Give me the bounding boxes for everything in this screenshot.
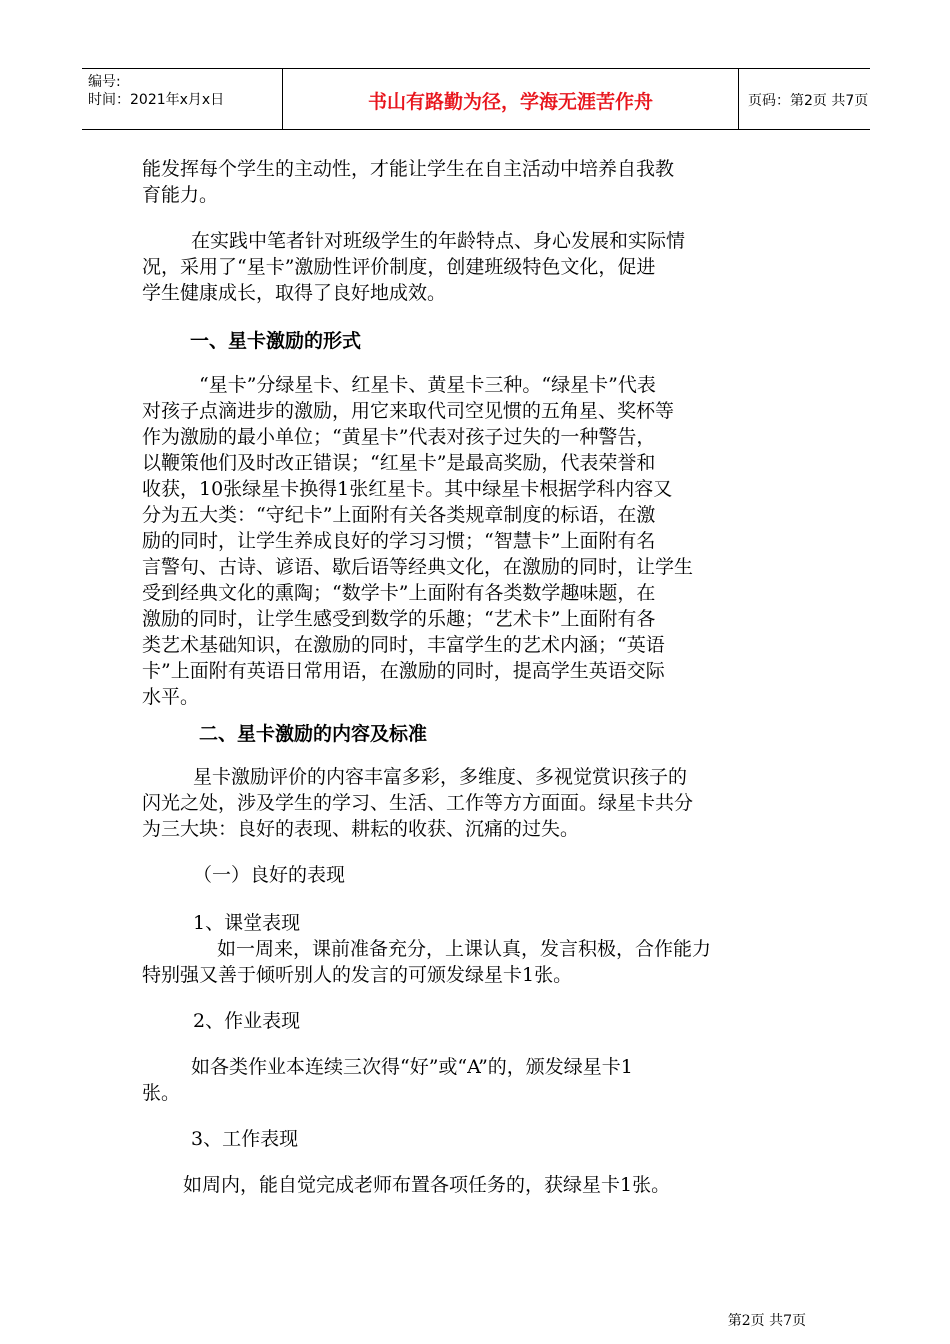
item-1-line: 如一周来，课前准备充分，上课认真，发言积极，合作能力 <box>217 938 712 960</box>
section-1-line: 分为五大类：“守纪卡”上面附有关各类规章制度的标语，在激 <box>142 504 656 526</box>
practice-line: 况，采用了“星卡”激励性评价制度，创建班级特色文化，促进 <box>142 256 656 278</box>
intro-line: 能发挥每个学生的主动性，才能让学生在自主活动中培养自我教 <box>142 158 675 180</box>
item-1-heading: 1、课堂表现 <box>193 912 301 934</box>
section-1-line: 水平。 <box>142 686 200 708</box>
section-1-line: 以鞭策他们及时改正错误；“红星卡”是最高奖励，代表荣誉和 <box>142 452 656 474</box>
section-2-heading: 二、星卡激励的内容及标准 <box>199 723 428 745</box>
header-motto: 书山有路勤为径，学海无涯苦作舟 <box>367 91 653 113</box>
header-meta <box>82 69 282 129</box>
section-2-line: 星卡激励评价的内容丰富多彩，多维度、多视觉赏识孩子的 <box>193 766 688 788</box>
section-1-line: 收获，10张绿星卡换得1张红星卡。其中绿星卡根据学科内容又 <box>142 478 673 500</box>
document-time-label: 时间：2021年x月x日 <box>88 92 225 108</box>
item-2-heading: 2、作业表现 <box>193 1010 301 1032</box>
section-1-line: 类艺术基础知识，在激励的同时，丰富学生的艺术内涵；“英语 <box>142 634 665 656</box>
practice-line: 在实践中笔者针对班级学生的年龄特点、身心发展和实际情 <box>191 230 686 252</box>
page-footer-number: 第2页 共7页 <box>727 1313 806 1329</box>
item-3-heading: 3、工作表现 <box>191 1128 299 1150</box>
header-motto-cell <box>282 69 739 129</box>
section-2-line: 闪光之处，涉及学生的学习、生活、工作等方方面面。绿星卡共分 <box>142 792 694 814</box>
section-1-heading: 一、星卡激励的形式 <box>190 330 362 352</box>
item-2-line: 张。 <box>142 1082 181 1104</box>
intro-line: 育能力。 <box>142 184 219 206</box>
item-1-line: 特别强又善于倾听别人的发言的可颁发绿星卡1张。 <box>142 964 573 986</box>
section-1-line: “星卡”分绿星卡、红星卡、黄星卡三种。“绿星卡”代表 <box>199 374 656 396</box>
page-header <box>82 68 870 130</box>
document-number-label: 编号: <box>88 74 121 90</box>
section-2-line: 为三大块：良好的表现、耕耘的收获、沉痛的过失。 <box>142 818 580 840</box>
section-1-line: 言警句、古诗、谚语、歇后语等经典文化，在激励的同时，让学生 <box>142 556 694 578</box>
section-1-line: 励的同时，让学生养成良好的学习习惯；“智慧卡”上面附有名 <box>142 530 656 552</box>
header-page-code: 页码：第2页 共7页 <box>748 93 869 109</box>
item-2-line: 如各类作业本连续三次得“好”或“A”的，颁发绿星卡1 <box>191 1056 633 1078</box>
item-3-line: 如周内，能自觉完成老师布置各项任务的，获绿星卡1张。 <box>183 1174 671 1196</box>
subsection-1-heading: （一）良好的表现 <box>193 864 346 886</box>
practice-line: 学生健康成长，取得了良好地成效。 <box>142 282 447 304</box>
section-1-line: 作为激励的最小单位；“黄星卡”代表对孩子过失的一种警告， <box>142 426 656 448</box>
header-page-cell <box>738 69 870 129</box>
section-1-line: 对孩子点滴进步的激励，用它来取代司空见惯的五角星、奖杯等 <box>142 400 675 422</box>
section-1-line: 受到经典文化的熏陶；“数学卡”上面附有各类数学趣味题，在 <box>142 582 656 604</box>
section-1-line: 卡”上面附有英语日常用语，在激励的同时，提高学生英语交际 <box>142 660 665 682</box>
section-1-line: 激励的同时，让学生感受到数学的乐趣；“艺术卡”上面附有各 <box>142 608 656 630</box>
